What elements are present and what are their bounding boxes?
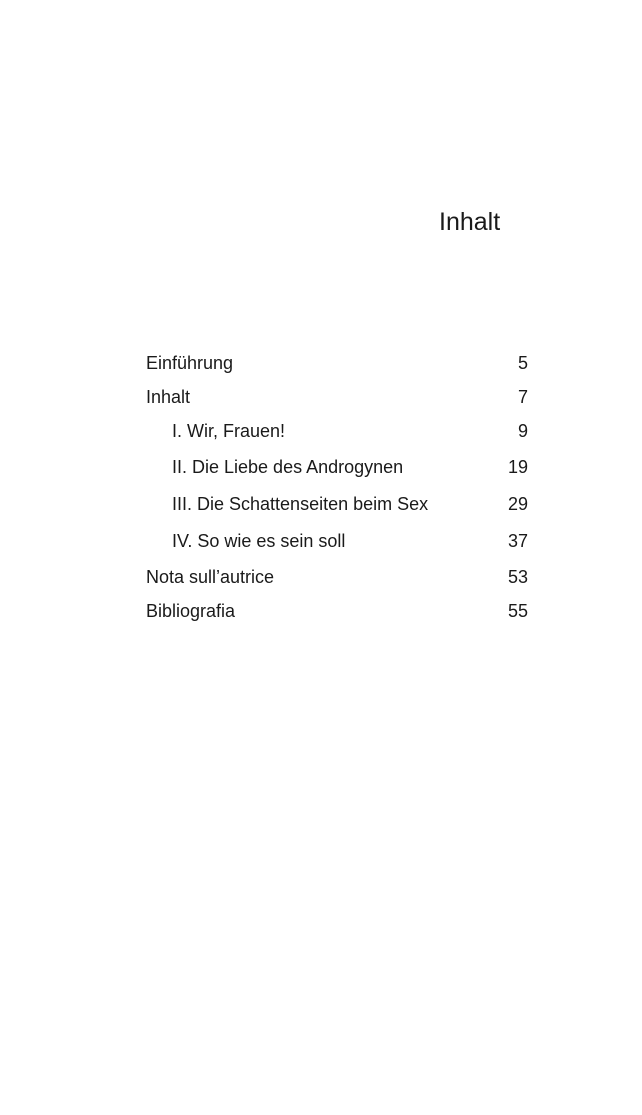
toc-entry-title: I. Wir, Frauen! (172, 421, 286, 441)
toc-entry-page: 5 (517, 353, 528, 373)
toc-entry-page: 53 (507, 567, 528, 587)
toc-entry-page: 7 (517, 387, 528, 407)
toc-entry-title: Bibliografia (146, 601, 236, 621)
toc-entry-nota-autrice[interactable] (146, 565, 528, 589)
toc-entry-title: II. Die Liebe des Androgynen (172, 457, 404, 477)
toc-entry-page: 37 (507, 531, 528, 551)
toc-entry-chapter-3[interactable] (146, 492, 528, 516)
page-title: Inhalt (439, 208, 501, 236)
toc-entry-inhalt[interactable] (146, 385, 528, 409)
toc-entry-page: 9 (517, 421, 528, 441)
toc-entry-chapter-4[interactable] (146, 529, 528, 553)
toc-entry-page: 55 (507, 601, 528, 621)
toc-entry-title: Nota sull’autrice (146, 567, 275, 587)
toc-entry-einfuehrung[interactable] (146, 351, 528, 375)
toc-entry-page: 19 (507, 457, 528, 477)
toc-entry-title: IV. So wie es sein soll (172, 531, 346, 551)
toc-entry-title: Einführung (146, 353, 234, 373)
toc-entry-chapter-1[interactable] (146, 419, 528, 443)
toc-entry-title: III. Die Schattenseiten beim Sex (172, 494, 429, 514)
toc-entry-title: Inhalt (146, 387, 191, 407)
toc-entry-chapter-2[interactable] (146, 455, 528, 479)
toc-entry-page: 29 (507, 494, 528, 514)
toc-entry-bibliografia[interactable] (146, 599, 528, 623)
